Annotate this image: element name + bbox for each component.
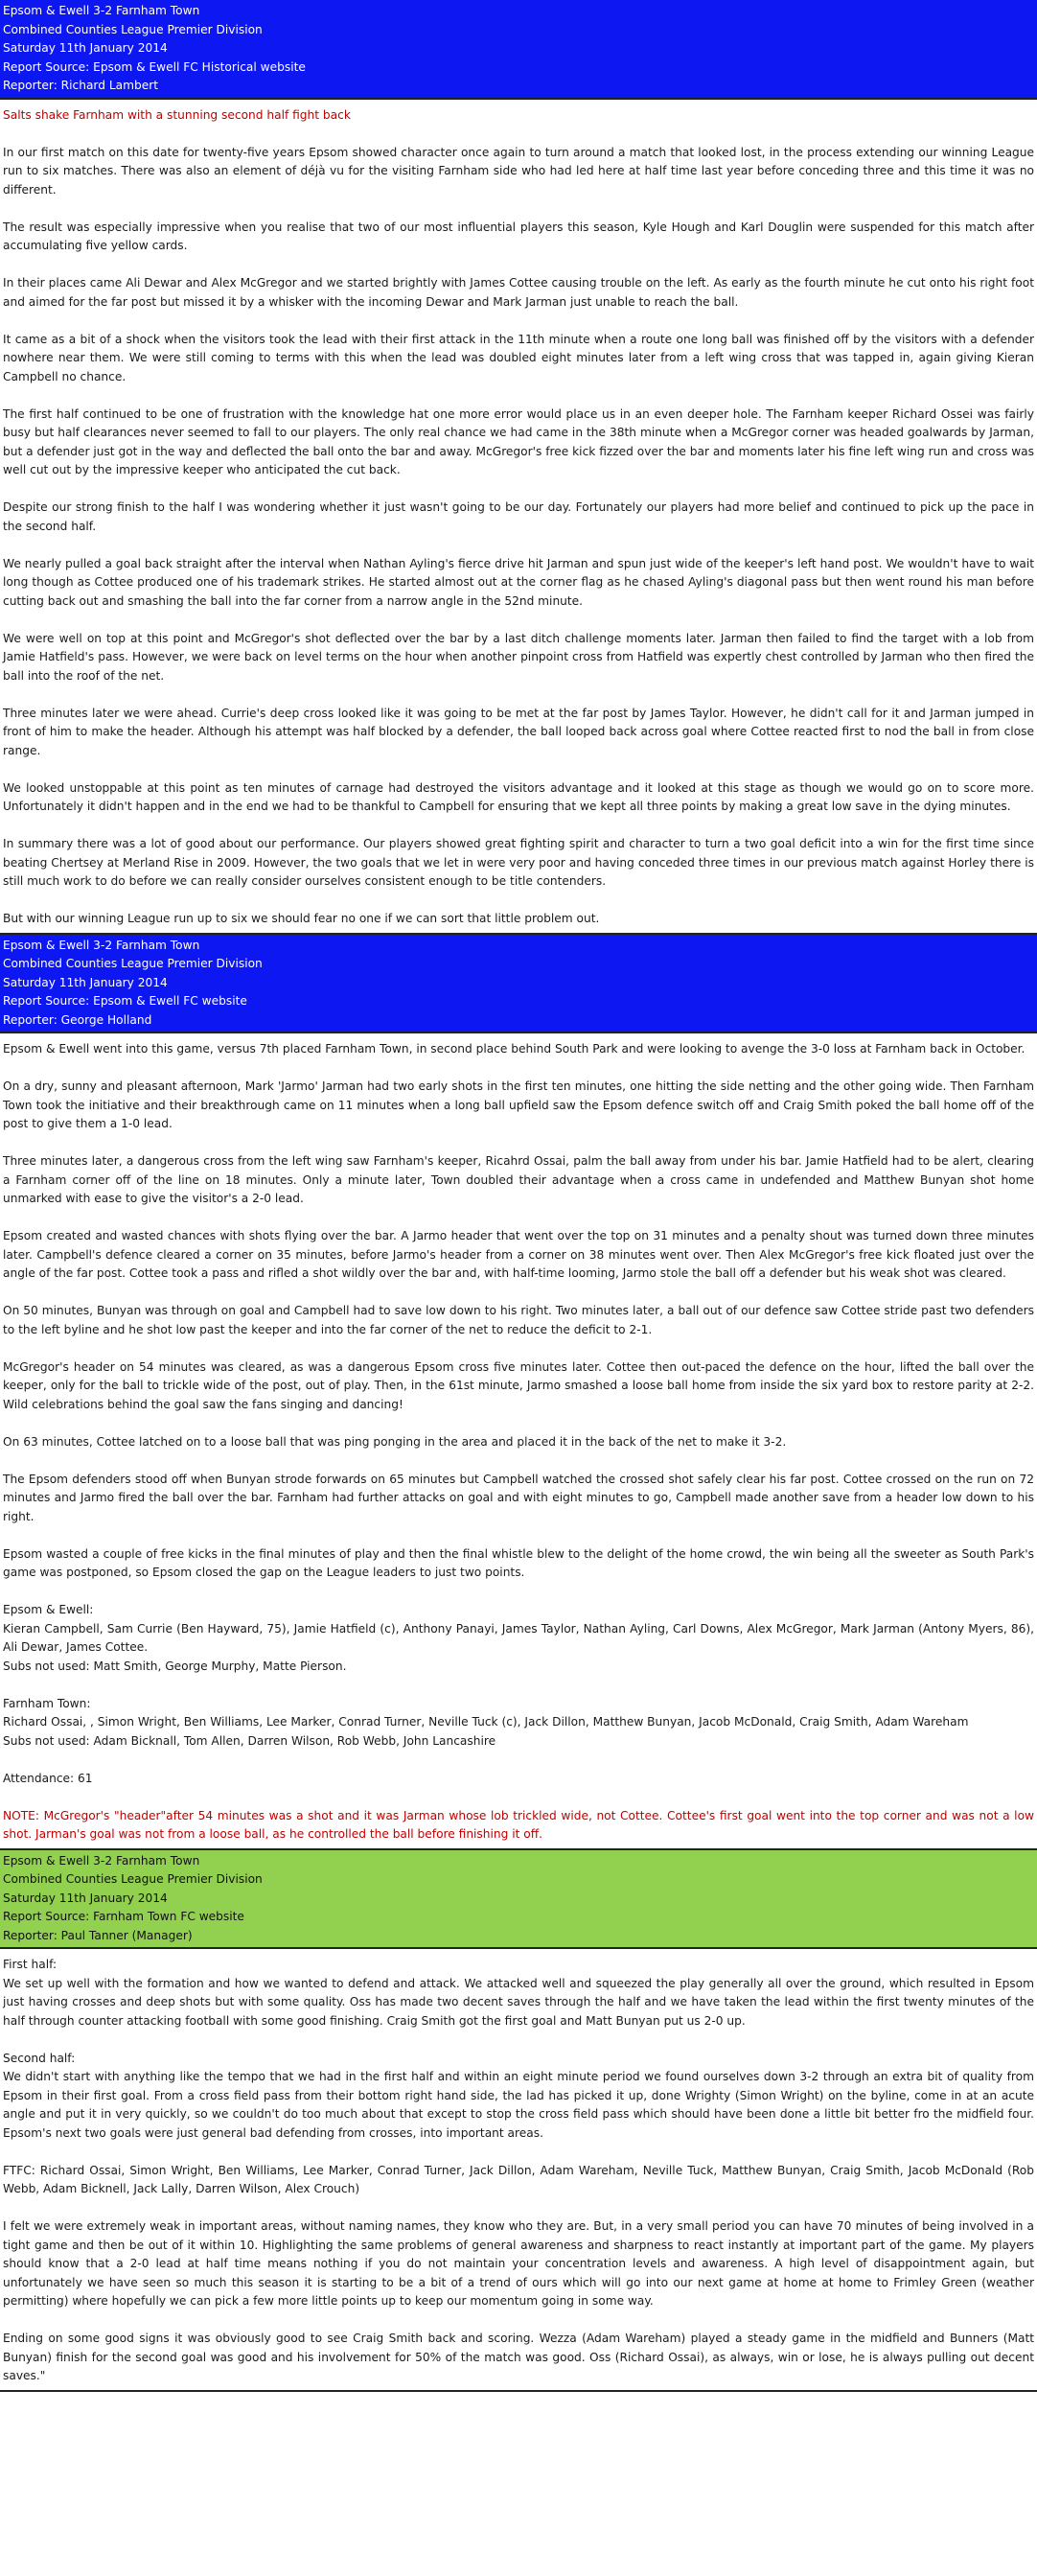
match-date: Saturday 11th January 2014 bbox=[3, 41, 168, 55]
paragraph: Epsom & Ewell went into this game, versus 7th placed Farnham Town, in second place behind South Park and were looking to avenge the 3-0 loss at Farnham back in October. bbox=[3, 1042, 1025, 1056]
match-date: Saturday 11th January 2014 bbox=[3, 975, 168, 989]
paragraph: We looked unstoppable at this point as ten minutes of carnage had destroyed the visitors advantage and it looked at this stage as though we would go on to score more. Unfortunately it didn't happen and in the end we had to be thankful to Campbell for ensuring that we kept all three points by making a great low save in the dying minutes. bbox=[3, 780, 1034, 813]
report-source: Report Source: Farnham Town FC website bbox=[3, 1910, 244, 1923]
report-headline: Salts shake Farnham with a stunning second half fight back bbox=[3, 107, 351, 122]
paragraph: In their places came Ali Dewar and Alex McGregor and we started brightly with James Cottee causing trouble on the left. As early as the fourth minute he cut onto his right foot and aimed for the far post but missed it by a whisker with the incoming Dewar and Mark Jarman just unable to reach the ball. bbox=[3, 276, 1034, 309]
match-title: Epsom & Ewell 3-2 Farnham Town bbox=[3, 4, 200, 17]
report-body bbox=[0, 100, 1037, 933]
paragraph: I felt we were extremely weak in important areas, without naming names, they know who they are. But, in a very small period you can have 70 minutes of being involved in a tight game and then be out of it within 10. Highlighting the same problems of general awareness and sharpness to react instantly at important part of the game. My players should know that a 2-0 lead at half time means nothing if you do not maintain your concentration levels and awareness. A high level of disappointment again, but unfortunately we have seen so much this season it is starting to be a bit of a trend of ours which will go into our next game at home at home to Frimley Green (weather permitting) where hopefully we can pick a few more little points up to keep our momentum going in some way. bbox=[3, 2219, 1034, 2308]
competition: Combined Counties League Premier Division bbox=[3, 22, 263, 36]
paragraph: On 50 minutes, Bunyan was through on goal and Campbell had to save low down to his right. Two minutes later, a ball out of our defence saw Cottee stride past two defenders to the left byline and he shot low past the keeper and into the far corner of the net to reduce the deficit to 2-1. bbox=[3, 1304, 1034, 1336]
report-farnham-website bbox=[0, 1850, 1037, 2392]
attendance: Attendance: 61 bbox=[3, 1771, 93, 1785]
report-source: Report Source: Epsom & Ewell FC Historical website bbox=[3, 59, 306, 74]
match-title: Epsom & Ewell 3-2 Farnham Town bbox=[3, 938, 200, 952]
team-players: Richard Ossai, , Simon Wright, Ben Williams, Lee Marker, Conrad Turner, Neville Tuck (c), Jack Dillon, Matthew Bunyan, Jacob McDonald, Craig Smith, Adam Wareham bbox=[3, 1715, 969, 1729]
first-half-section bbox=[3, 1956, 1034, 2031]
correction-note: NOTE: McGregor's "header"after 54 minutes was a shot and it was Jarman whose lob trickled wide, not Cottee. Cottee's first goal went into the top corner and was not a low shot. Jarman's goal was not from a loose ball, as he controlled the ball before finishing it off. bbox=[3, 1808, 1034, 1841]
report-header bbox=[0, 0, 1037, 100]
section-label: Second half: bbox=[3, 2051, 76, 2065]
paragraph: We were well on top at this point and McGregor's shot deflected over the bar by a last ditch challenge moments later. Jarman then failed to find the target with a lob from Jamie Hatfield's pass. However, we were back on level terms on the hour when another pinpoint cross from Hatfield was expertly chest controlled by Jarman who then fired the ball into the roof of the net. bbox=[3, 631, 1034, 683]
report-source: Report Source: Epsom & Ewell FC website bbox=[3, 994, 247, 1008]
report-body bbox=[0, 1949, 1037, 2390]
team-name: Epsom & Ewell: bbox=[3, 1603, 94, 1616]
paragraph: It came as a bit of a shock when the visitors took the lead with their first attack in the 11th minute when a route one long ball was finished off by the visitors with a defender nowhere near them. We were still coming to terms with this when the lead was doubled eight minutes later from a left wing cross that was tapped in, again giving Kieran Campbell no chance. bbox=[3, 332, 1034, 383]
reporter: Reporter: Richard Lambert bbox=[3, 79, 158, 92]
match-title: Epsom & Ewell 3-2 Farnham Town bbox=[3, 1853, 200, 1868]
section-label: First half: bbox=[3, 1958, 58, 1971]
paragraph: Three minutes later we were ahead. Currie's deep cross looked like it was going to be met at the far post by James Taylor. However, he didn't call for it and Jarman jumped in front of him to make the header. Although his attempt was half blocked by a defender, the ball looped back across goal where Cottee reacted first to nod the ball in from close range. bbox=[3, 706, 1034, 757]
team-subs: Subs not used: Matt Smith, George Murphy, Matte Pierson. bbox=[3, 1659, 347, 1673]
lineup-ftfc: FTFC: Richard Ossai, Simon Wright, Ben Williams, Lee Marker, Conrad Turner, Jack Dillon, Adam Wareham, Neville Tuck, Matthew Bunyan, Craig Smith, Jacob McDonald (Rob Webb, Adam Bicknell, Jack Lally, Darren Wilson, Alex Crouch) bbox=[3, 2163, 1034, 2195]
paragraph: In our first match on this date for twenty-five years Epsom showed character once again to turn around a match that looked lost, in the process extending our winning League run to six matches. There was also an element of déjà vu for the visiting Farnham side who had led here at half time last year before conceding three and this time it was no different. bbox=[3, 145, 1034, 197]
report-header bbox=[0, 1850, 1037, 1950]
section-text: We set up well with the formation and how we wanted to defend and attack. We attacked well and squeezed the play generally all over the ground, which resulted in Epsom just having crosses and deep shots but with some quality. Oss has made two decent saves through the half and we have taken the lead within the first twenty minutes of the half through counter attacking football with some good finishing. Craig Smith got the first goal and Matt Bunyan put us 2-0 up. bbox=[3, 1976, 1034, 2028]
paragraph: In summary there was a lot of good about our performance. Our players showed great fighting spirit and character to turn a two goal deficit into a win for the first time since beating Chertsey at Merland Rise in 2009. However, the two goals that we let in were very poor and having conceded three times in our previous match against Horley there is still much work to do before we can really consider ourselves consistent enough to be title contenders. bbox=[3, 837, 1034, 888]
team-name: Farnham Town: bbox=[3, 1696, 91, 1710]
paragraph: But with our winning League run up to six we should fear no one if we can sort that little problem out. bbox=[3, 912, 600, 925]
paragraph: The first half continued to be one of frustration with the knowledge hat one more error would place us in an even deeper hole. The Farnham keeper Richard Ossei was fairly busy but half clearances never seemed to fall to our players. The only real chance we had came in the 38th minute when a McGregor corner was headed goalwards by Jarman, but a defender just got in the way and deflected the ball onto the bar and away. McGregor's free kick fizzed over the bar and moments later his fine left wing run and cross was well cut out by the impressive keeper who anticipated the cut back. bbox=[3, 406, 1034, 476]
reporter: Reporter: George Holland bbox=[3, 1012, 152, 1027]
report-epsom-historical bbox=[0, 0, 1037, 935]
report-header bbox=[0, 935, 1037, 1034]
paragraph: The result was especially impressive when you realise that two of our most influential players this season, Kyle Hough and Karl Douglin were suspended for this match after accumulating five yellow cards. bbox=[3, 220, 1034, 252]
section-text: We didn't start with anything like the tempo that we had in the first half and within an eight minute period we found ourselves down 3-2 through an extra bit of quality from Epsom in their first goal. From a cross field pass from their bottom right hand side, the lad has picked it up, done Wrighty (Simon Wright) on the byline, come in at an acute angle and put it in very quickly, so we couldn't do too much about that except to stop the cross field pass which should have been done a little bit better fro the midfield four. Epsom's next two goals were just general bad defending from crosses, into important areas. bbox=[3, 2070, 1034, 2140]
paragraph: Ending on some good signs it was obviously good to see Craig Smith back and scoring. Wezza (Adam Wareham) played a steady game in the midfield and Bunners (Matt Bunyan) finish for the second goal was good and his involvement for 50% of the match was good. Oss (Richard Ossai), as always, win or lose, he is always pulling out decent saves." bbox=[3, 2332, 1034, 2382]
paragraph: Three minutes later, a dangerous cross from the left wing saw Farnham's keeper, Ricahrd Ossai, palm the ball away from under his bar. Jamie Hatfield had to be alert, clearing a Farnham corner off of the line on 18 minutes. Only a minute later, Town doubled their advantage when a cross came in undefended and Matthew Bunyan shot home unmarked with ease to give the visitor's a 2-0 lead. bbox=[3, 1154, 1034, 1205]
lineup-farnham bbox=[3, 1695, 1034, 1752]
second-half-section bbox=[3, 2050, 1034, 2144]
paragraph: Epsom created and wasted chances with shots flying over the bar. A Jarmo header that went over the top on 31 minutes and a penalty shout was turned down three minutes later. Campbell's defence cleared a corner on 35 minutes, before Jarmo's header from a corner on 38 minutes went over. Then Alex McGregor's free kick floated just over the angle of the far post. Cottee took a pass and rifled a shot wildly over the bar and, with half-time looming, Jarmo stole the ball off a defender but his weak shot was cleared. bbox=[3, 1229, 1034, 1280]
paragraph: We nearly pulled a goal back straight after the interval when Nathan Ayling's fierce drive hit Jarman and spun just wide of the keeper's left hand post. We wouldn't have to wait long though as Cottee produced one of his trademark strikes. He started almost out at the corner flag as he chased Ayling's diagonal pass but then went round his man before cutting back out and smashing the ball into the far corner from a narrow angle in the 52nd minute. bbox=[3, 556, 1034, 608]
paragraph: The Epsom defenders stood off when Bunyan strode forwards on 65 minutes but Campbell watched the crossed shot safely clear his far post. Cottee crossed on the run on 72 minutes and Jarmo fired the ball over the bar. Farnham had further attacks on goal and with eight minutes to go, Campbell made another save from a header low down to his right. bbox=[3, 1472, 1034, 1523]
paragraph: On a dry, sunny and pleasant afternoon, Mark 'Jarmo' Jarman had two early shots in the first ten minutes, one hitting the side netting and the other going wide. Then Farnham Town took the initiative and their breakthrough came on 11 minutes when a long ball upfield saw the Epsom defence switch off and Craig Smith poked the ball home off of the post to give them a 1-0 lead. bbox=[3, 1079, 1034, 1130]
paragraph: Epsom wasted a couple of free kicks in the final minutes of play and then the final whistle blew to the delight of the home crowd, the win being all the sweeter as South Park's game was postponed, so Epsom closed the gap on the League leaders to just two points. bbox=[3, 1546, 1034, 1579]
competition: Combined Counties League Premier Division bbox=[3, 957, 263, 970]
lineup-epsom bbox=[3, 1601, 1034, 1676]
team-players: Kieran Campbell, Sam Currie (Ben Hayward, 75), Jamie Hatfield (c), Anthony Panayi, James Taylor, Nathan Ayling, Carl Downs, Alex McGregor, Mark Jarman (Antony Myers, 86), Ali Dewar, James Cottee. bbox=[3, 1621, 1034, 1654]
competition: Combined Counties League Premier Division bbox=[3, 1872, 263, 1886]
paragraph: On 63 minutes, Cottee latched on to a loose ball that was ping ponging in the area and placed it in the back of the net to make it 3-2. bbox=[3, 1434, 787, 1449]
paragraph: Despite our strong finish to the half I was wondering whether it just wasn't going to be our day. Fortunately our players had more belief and continued to pick up the pace in the second half. bbox=[3, 500, 1034, 533]
match-date: Saturday 11th January 2014 bbox=[3, 1891, 168, 1905]
report-body bbox=[0, 1033, 1037, 1848]
paragraph: McGregor's header on 54 minutes was cleared, as was a dangerous Epsom cross five minutes later. Cottee then out-paced the defence on the hour, lifted the ball over the keeper, only for the ball to trickle wide of the post, out of play. Then, in the 61st minute, Jarmo smashed a loose ball home from inside the six yard box to restore parity at 2-2. Wild celebrations behind the goal saw the fans singing and dancing! bbox=[3, 1359, 1034, 1411]
reporter: Reporter: Paul Tanner (Manager) bbox=[3, 1928, 193, 1942]
report-epsom-website bbox=[0, 935, 1037, 1850]
team-subs: Subs not used: Adam Bicknall, Tom Allen, Darren Wilson, Rob Webb, John Lancashire bbox=[3, 1733, 496, 1748]
